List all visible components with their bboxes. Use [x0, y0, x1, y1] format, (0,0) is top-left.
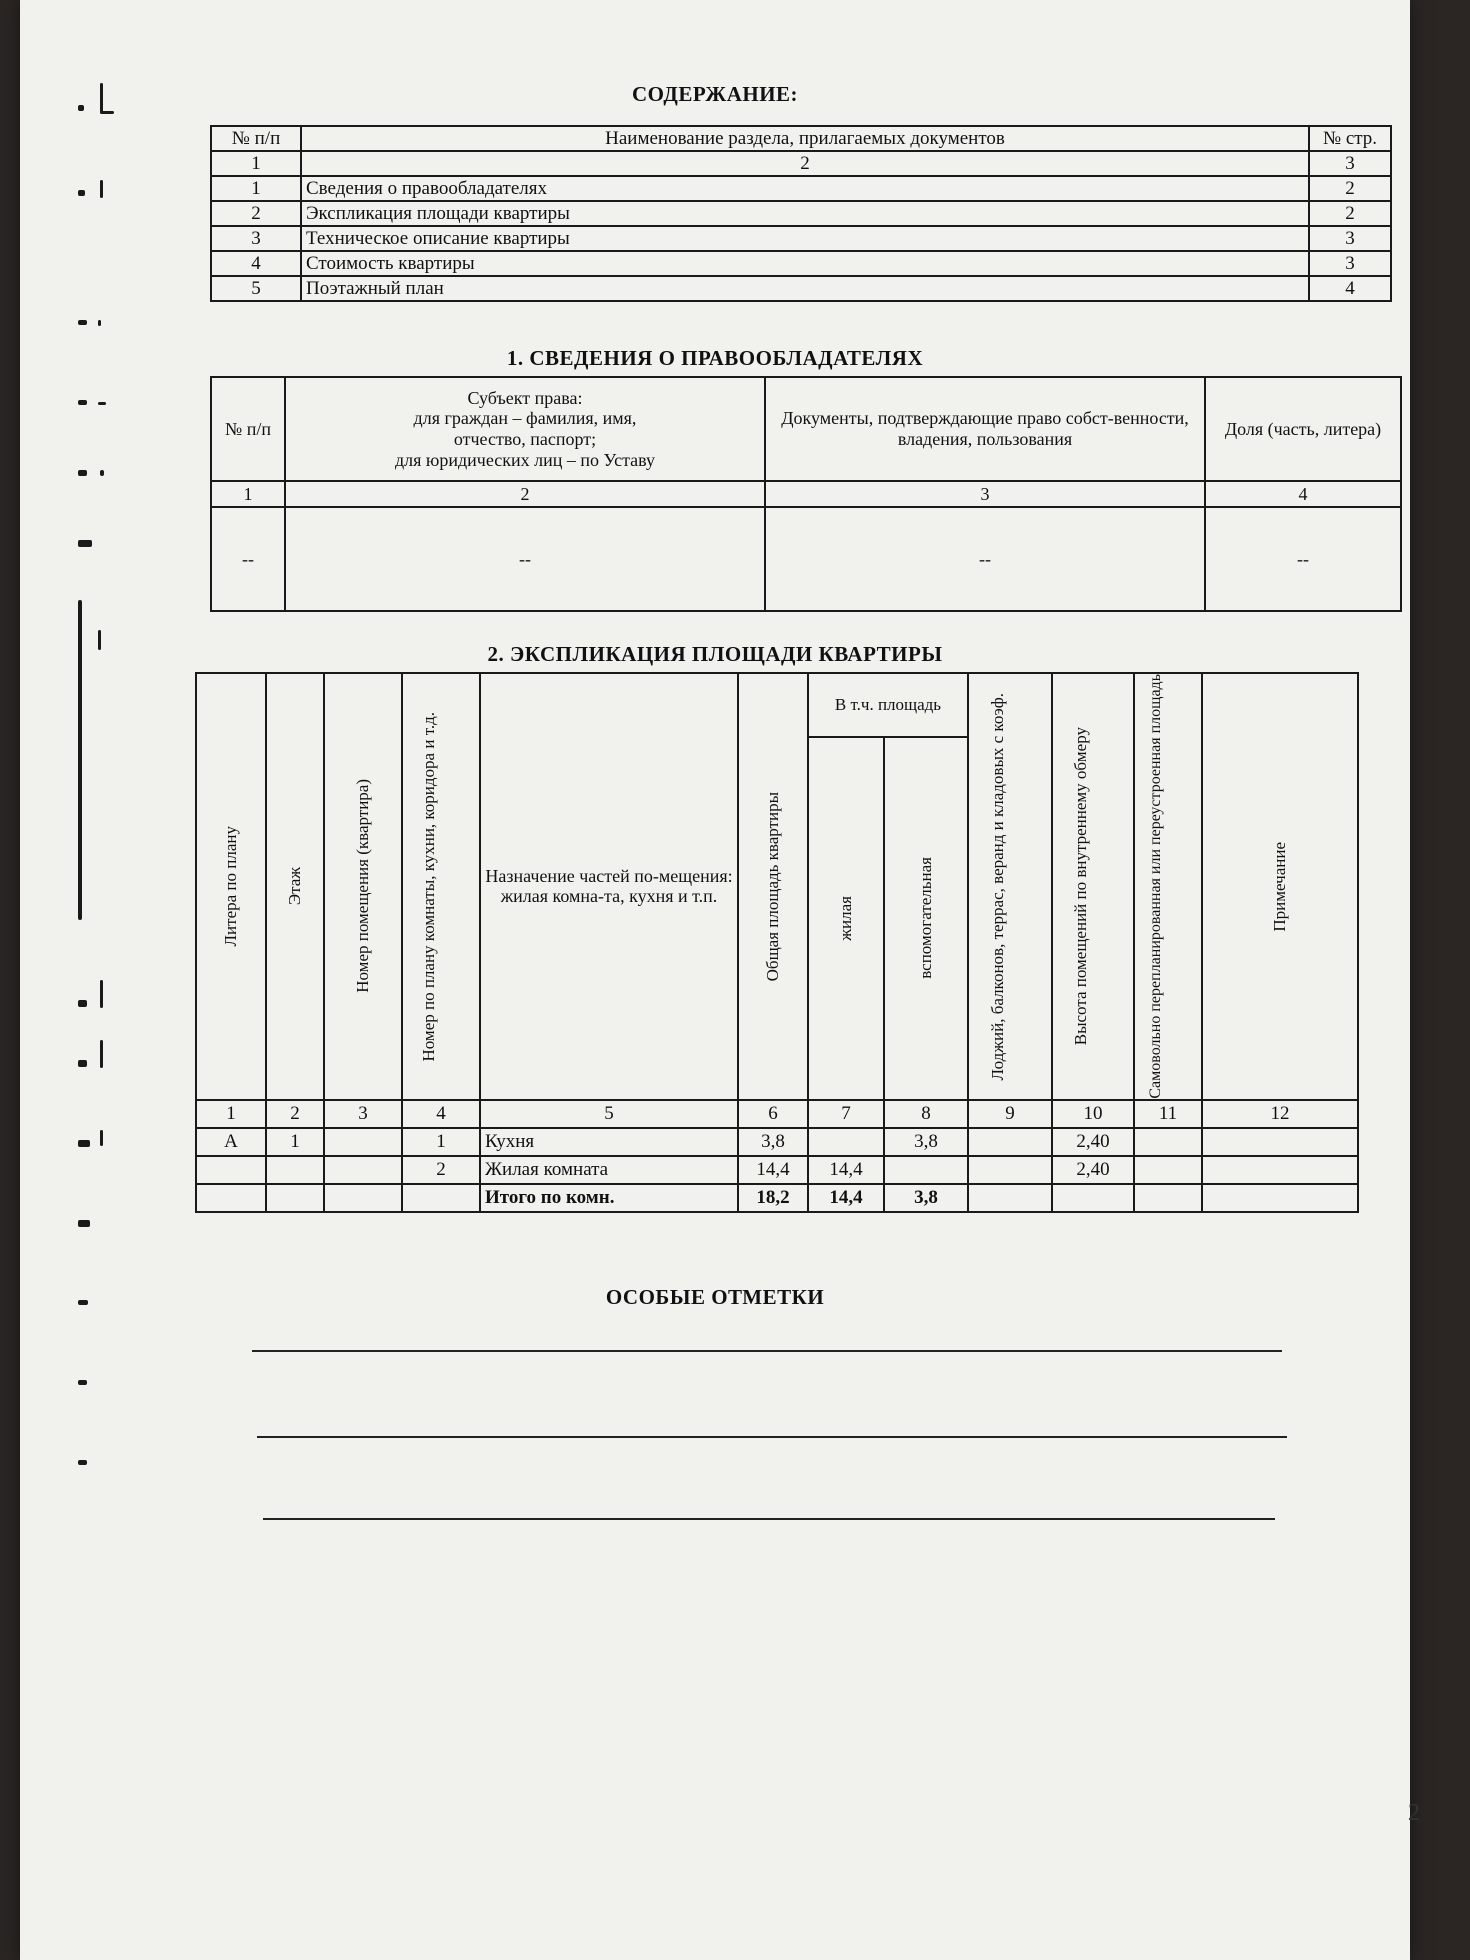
cell: 1 [196, 1100, 266, 1128]
binding-mark [78, 190, 112, 200]
cell: 1 [402, 1128, 480, 1156]
table-row [211, 126, 1391, 151]
table-row [211, 276, 1391, 301]
header-subject [285, 377, 765, 481]
cell: Сведения о правообладателях [301, 176, 1309, 201]
cell [1134, 1156, 1202, 1184]
header-incl-area: В т.ч. площадь [808, 673, 968, 737]
header-loggia: Лоджий, балконов, террас, веранд и кладовых с коэф. [968, 673, 1052, 1100]
cell: 1 [266, 1128, 324, 1156]
owners-title: 1. СВЕДЕНИЯ О ПРАВООБЛАДАТЕЛЯХ [506, 346, 924, 370]
cell [1202, 1156, 1358, 1184]
header-subject-line: для юридических лиц – по Уставу [394, 449, 656, 470]
cell: Жилая комната [480, 1156, 738, 1184]
table-row [211, 176, 1391, 201]
header-height: Высота помещений по внутреннему обмеру [1052, 673, 1134, 1100]
cell: -- [1205, 507, 1401, 611]
cell: 4 [402, 1100, 480, 1128]
table-row [211, 226, 1391, 251]
cell: 4 [211, 251, 301, 276]
table-row [211, 151, 1391, 176]
cell: 2 [266, 1100, 324, 1128]
table-row [196, 1156, 1358, 1184]
contents-table [210, 125, 1392, 302]
cell [1202, 1184, 1358, 1212]
cell: 3 [1309, 226, 1391, 251]
cell [1134, 1128, 1202, 1156]
binding-mark [78, 1060, 112, 1070]
binding-mark [78, 1000, 112, 1010]
binding-mark [78, 320, 112, 330]
table-row [196, 1184, 1358, 1212]
cell [1134, 1184, 1202, 1212]
header-plan-no: Номер по плану комнаты, кухни, коридора и т.д. [402, 673, 480, 1100]
header-subject-line: для граждан – фамилия, имя, [413, 408, 637, 429]
header-subject-line: отчество, паспорт; [453, 429, 597, 449]
cell: 3 [324, 1100, 402, 1128]
cell [884, 1156, 968, 1184]
cell: -- [765, 507, 1205, 611]
binding-mark [78, 470, 112, 480]
header-share: Доля (часть, литера) [1205, 377, 1401, 481]
header-subject-line: Субъект права: [467, 387, 583, 408]
cell: 3 [1309, 251, 1391, 276]
cell: 2 [1309, 201, 1391, 226]
binding-mark [78, 600, 112, 610]
cell [266, 1184, 324, 1212]
cell: Кухня [480, 1128, 738, 1156]
cell: 8 [884, 1100, 968, 1128]
header-name: Наименование раздела, прилагаемых документов [301, 126, 1309, 151]
cell: 7 [808, 1100, 884, 1128]
header-floor: Этаж [266, 673, 324, 1100]
table-row [211, 507, 1401, 611]
owners-table [210, 376, 1402, 612]
cell: 4 [1205, 481, 1401, 507]
cell: 2 [211, 201, 301, 226]
cell: 2,40 [1052, 1128, 1134, 1156]
cell: 3 [211, 226, 301, 251]
cell: 2 [1309, 176, 1391, 201]
header-unauthorized: Самовольно перепланированная или переустроенная площадь [1134, 673, 1202, 1100]
cell: 6 [738, 1100, 808, 1128]
table-row [211, 201, 1391, 226]
cell: -- [285, 507, 765, 611]
header-living: жилая [808, 737, 884, 1100]
cell: 18,2 [738, 1184, 808, 1212]
header-page: № стр. [1309, 126, 1391, 151]
cell [808, 1128, 884, 1156]
header-auxiliary: вспомогательная [884, 737, 968, 1100]
explication-title: 2. ЭКСПЛИКАЦИЯ ПЛОЩАДИ КВАРТИРЫ [487, 642, 943, 666]
binding-mark [78, 400, 112, 410]
cell [324, 1156, 402, 1184]
contents-title: СОДЕРЖАНИЕ: [631, 82, 799, 106]
page-number: 2 [1408, 1800, 1420, 1826]
cell [1202, 1128, 1358, 1156]
signature-line [257, 1436, 1287, 1438]
header-litera: Литера по плану [196, 673, 266, 1100]
cell: 3,8 [884, 1184, 968, 1212]
header-room-no: Номер помещения (квартира) [324, 673, 402, 1100]
cell: -- [211, 507, 285, 611]
cell: Техническое описание квартиры [301, 226, 1309, 251]
cell: 4 [1309, 276, 1391, 301]
cell: 1 [211, 176, 301, 201]
binding-mark [78, 1140, 112, 1150]
table-row [196, 673, 1358, 737]
cell: 9 [968, 1100, 1052, 1128]
table-row [211, 481, 1401, 507]
table-row [211, 377, 1401, 481]
cell: 2 [402, 1156, 480, 1184]
special-notes-title: ОСОБЫЕ ОТМЕТКИ [605, 1285, 825, 1309]
cell: 2 [285, 481, 765, 507]
cell: 1 [211, 151, 301, 176]
cell: 5 [211, 276, 301, 301]
cell: 3 [1309, 151, 1391, 176]
cell: 3,8 [884, 1128, 968, 1156]
binding-mark [78, 1460, 112, 1470]
cell: 2 [301, 151, 1309, 176]
signature-line [263, 1518, 1275, 1520]
cell [266, 1156, 324, 1184]
header-docs: Документы, подтверждающие право собст-венности, владения, пользования [765, 377, 1205, 481]
cell: 12 [1202, 1100, 1358, 1128]
cell: 10 [1052, 1100, 1134, 1128]
cell: 14,4 [808, 1184, 884, 1212]
cell: 3 [765, 481, 1205, 507]
cell [968, 1184, 1052, 1212]
header-total-area: Общая площадь квартиры [738, 673, 808, 1100]
cell: 11 [1134, 1100, 1202, 1128]
table-row [211, 251, 1391, 276]
binding-mark [78, 1380, 112, 1390]
cell [324, 1128, 402, 1156]
cell: 14,4 [808, 1156, 884, 1184]
cell [402, 1184, 480, 1212]
table-row [196, 1100, 1358, 1128]
cell: А [196, 1128, 266, 1156]
cell [1052, 1184, 1134, 1212]
cell [324, 1184, 402, 1212]
cell: 3,8 [738, 1128, 808, 1156]
cell: Итого по комн. [480, 1184, 738, 1212]
document-page [20, 0, 1420, 1960]
cell [196, 1184, 266, 1212]
binding-mark [78, 540, 112, 550]
cell: 14,4 [738, 1156, 808, 1184]
header-purpose: Назначение частей по-мещения: жилая комна-та, кухня и т.п. [480, 673, 738, 1100]
cell: Стоимость квартиры [301, 251, 1309, 276]
cell: 2,40 [1052, 1156, 1134, 1184]
header-num: № п/п [211, 377, 285, 481]
explication-table [195, 672, 1359, 1213]
signature-line [252, 1350, 1282, 1352]
cell: Поэтажный план [301, 276, 1309, 301]
cell [968, 1156, 1052, 1184]
cell: 5 [480, 1100, 738, 1128]
cell [196, 1156, 266, 1184]
header-note: Примечание [1202, 673, 1358, 1100]
header-num: № п/п [211, 126, 301, 151]
binding-mark [78, 1220, 112, 1230]
cell [968, 1128, 1052, 1156]
cell: Экспликация площади квартиры [301, 201, 1309, 226]
table-row [196, 1128, 1358, 1156]
cell: 1 [211, 481, 285, 507]
